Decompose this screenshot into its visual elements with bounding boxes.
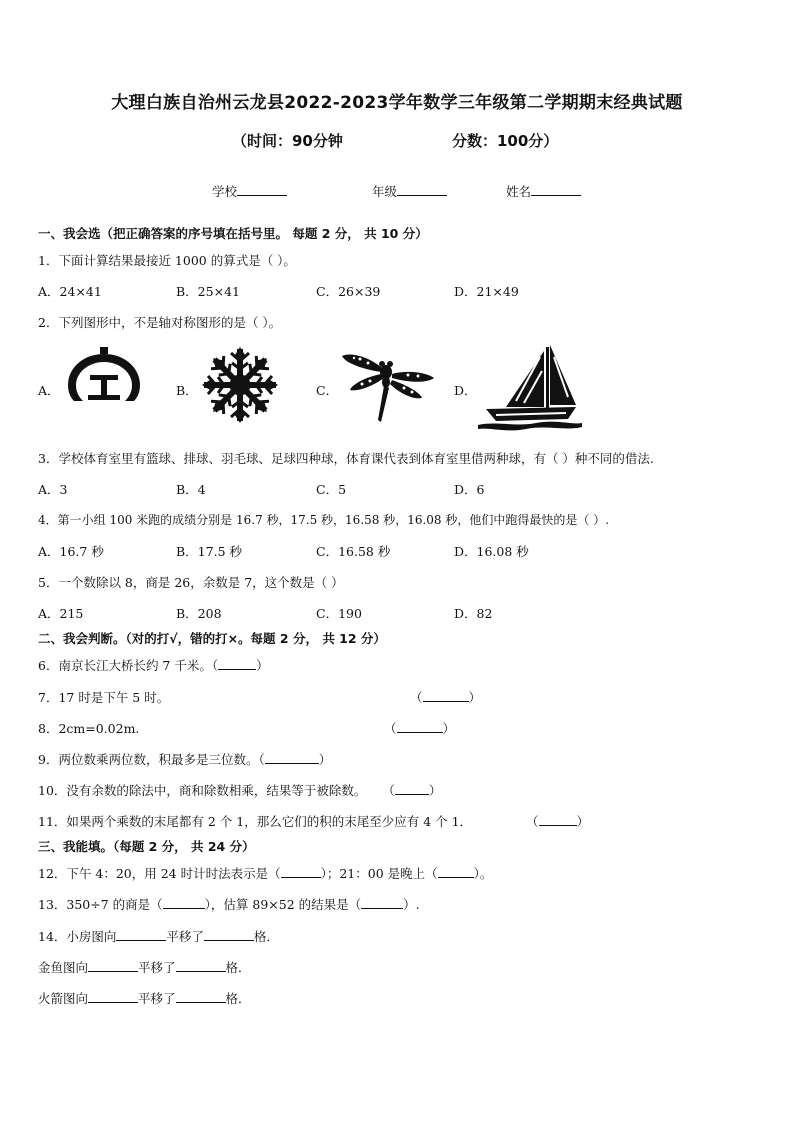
q3-option-d: D．6: [454, 482, 485, 497]
q2-label-d: D．: [454, 383, 477, 398]
q12-part1: 12．下午 4：20，用 24 时计时法表示是（: [38, 866, 281, 881]
grade-field: [372, 182, 447, 200]
q8-answer-blank[interactable]: [397, 721, 443, 733]
snowflake-icon: [201, 346, 279, 424]
page-title: 大理白族自治州云龙县2022-2023学年数学三年级第二学期期末经典试题: [111, 93, 683, 113]
q6-paren-close: ）: [256, 658, 269, 673]
q4-option-a: A．16.7 秒: [38, 544, 104, 559]
question-7: 7．17 时是下午 5 时。: [38, 690, 170, 705]
q1-option-c: C．26×39: [316, 284, 381, 299]
school-field: [212, 182, 287, 200]
q8-answer: [384, 719, 455, 737]
question-11: 11．如果两个乘数的末尾都有 2 个 1，那么它们的积的末尾至少应有 4 个 1．: [38, 814, 473, 829]
q14-rocket-label: 火箭图向: [38, 991, 89, 1006]
exam-time: （时间：90分钟: [232, 132, 343, 150]
question-6: [38, 656, 269, 674]
q11-paren-open: （: [526, 814, 539, 829]
grade-label: 年级: [372, 184, 398, 199]
question-2: 2．下列图形中，不是轴对称图形的是（ ）。: [38, 315, 282, 330]
q12-part2: ）；21：00 是晚上（: [320, 866, 438, 881]
q13-answer-blank-2[interactable]: [361, 897, 403, 909]
section3-heading: 三、我能填。（每题 2 分， 共 24 分）: [38, 839, 255, 854]
q14-fish-moved: 平移了: [138, 960, 176, 975]
q7-paren-open: （: [410, 690, 423, 705]
q3-option-a: A．3: [38, 482, 68, 497]
q5-option-a: A．215: [38, 606, 84, 621]
question-6-text: 6．南京长江大桥长约 7 千米。: [38, 658, 212, 673]
q14-fish-direction-blank[interactable]: [88, 960, 138, 972]
question-4: 4．第一小组 100 米跑的成绩分别是 16.7 秒，17.5 秒，16.58 秒，16.08 秒，他们中跑得最快的是（ ）.: [38, 513, 610, 527]
question-8: 8．2cm=0.02m.: [38, 721, 140, 736]
q14-rocket-distance-blank[interactable]: [176, 991, 226, 1003]
q11-paren-close: ）: [576, 814, 590, 829]
q7-answer-blank[interactable]: [423, 690, 469, 702]
question-10: [38, 781, 441, 799]
q14-house-distance-blank[interactable]: [204, 929, 254, 941]
q12-answer-blank-2[interactable]: [438, 866, 474, 878]
question-1: 1．下面计算结果最接近 1000 的算式是（ ）。: [38, 253, 296, 268]
q14-house-label: 14．小房图向: [38, 929, 117, 944]
question-14-line-3: [38, 989, 251, 1007]
sailboat-icon: [476, 341, 584, 433]
q2-label-c: C．: [316, 383, 339, 398]
question-12: [38, 864, 492, 882]
q12-answer-blank-1[interactable]: [281, 866, 321, 878]
question-13: [38, 895, 420, 913]
q5-option-b: B．208: [176, 606, 222, 621]
question-14-line-1: [38, 927, 279, 945]
q14-fish-unit: 格．: [225, 960, 251, 975]
name-field: [506, 182, 581, 200]
q6-paren-open: （: [211, 658, 219, 673]
dragonfly-icon: [338, 346, 438, 426]
question-10-text: 10．没有余数的除法中，商和除数相乘，结果等于被除数。: [38, 783, 367, 798]
q14-house-moved: 平移了: [166, 929, 204, 944]
q9-answer-blank[interactable]: [265, 752, 319, 764]
school-blank[interactable]: [237, 183, 287, 196]
q4-option-b: B．17.5 秒: [176, 544, 242, 559]
q8-paren-close: ）: [442, 721, 456, 736]
exam-score: 分数：100分）: [452, 132, 559, 150]
q7-paren-close: ）: [468, 690, 482, 705]
q13-answer-blank-1[interactable]: [163, 897, 205, 909]
metro-logo-icon: [64, 345, 144, 405]
question-5: 5．一个数除以 8，商是 26，余数是 7，这个数是（ ）: [38, 575, 344, 590]
q14-fish-distance-blank[interactable]: [176, 960, 226, 972]
q13-part1: 13．350÷7 的商是（: [38, 897, 163, 912]
q1-option-d: D．21×49: [454, 284, 519, 299]
q14-fish-label: 金鱼图向: [38, 960, 89, 975]
q14-rocket-moved: 平移了: [138, 991, 176, 1006]
name-label: 姓名: [506, 184, 532, 199]
question-9: [38, 750, 331, 768]
q14-rocket-direction-blank[interactable]: [88, 991, 138, 1003]
section1-heading: 一、我会选（把正确答案的序号填在括号里。 每题 2 分， 共 10 分）: [38, 226, 428, 241]
q10-paren-close: ）: [428, 783, 442, 798]
q1-option-a: A．24×41: [38, 284, 102, 299]
q2-label-a: A．: [38, 383, 60, 398]
q13-part2: ），估算 89×52 的结果是（: [204, 897, 362, 912]
q14-house-unit: 格．: [253, 929, 279, 944]
q3-option-b: B．4: [176, 482, 206, 497]
q5-option-d: D．82: [454, 606, 493, 621]
q4-option-d: D．16.08 秒: [454, 544, 529, 559]
question-14-line-2: [38, 958, 251, 976]
q7-answer: [410, 688, 481, 706]
q8-paren-open: （: [384, 721, 397, 736]
school-label: 学校: [212, 184, 238, 199]
grade-blank[interactable]: [397, 183, 447, 196]
q14-house-direction-blank[interactable]: [116, 929, 166, 941]
q9-paren-open: （: [258, 752, 265, 767]
q3-option-c: C．5: [316, 482, 347, 497]
name-blank[interactable]: [531, 183, 581, 196]
q10-answer-blank[interactable]: [395, 783, 429, 795]
q4-option-c: C．16.58 秒: [316, 544, 391, 559]
q14-rocket-unit: 格．: [225, 991, 251, 1006]
q5-option-c: C．190: [316, 606, 362, 621]
q2-label-b: B．: [176, 383, 198, 398]
question-3: 3．学校体育室里有篮球、排球、羽毛球、足球四种球，体育课代表到体育室里借两种球，有（ ）种不同的借法.: [38, 451, 654, 466]
q11-answer: [526, 812, 589, 830]
question-9-text: 9．两位数乘两位数，积最多是三位数。: [38, 752, 259, 767]
q9-paren-close: ）: [318, 752, 332, 767]
q6-answer-blank[interactable]: [218, 658, 256, 670]
section2-heading: 二、我会判断。（对的打√，错的打×。每题 2 分， 共 12 分）: [38, 631, 386, 646]
q12-part3: ）。: [473, 866, 493, 881]
q10-spacer: （: [366, 783, 395, 798]
q13-part3: ）.: [403, 897, 420, 912]
q11-answer-blank[interactable]: [539, 814, 577, 826]
q1-option-b: B．25×41: [176, 284, 240, 299]
